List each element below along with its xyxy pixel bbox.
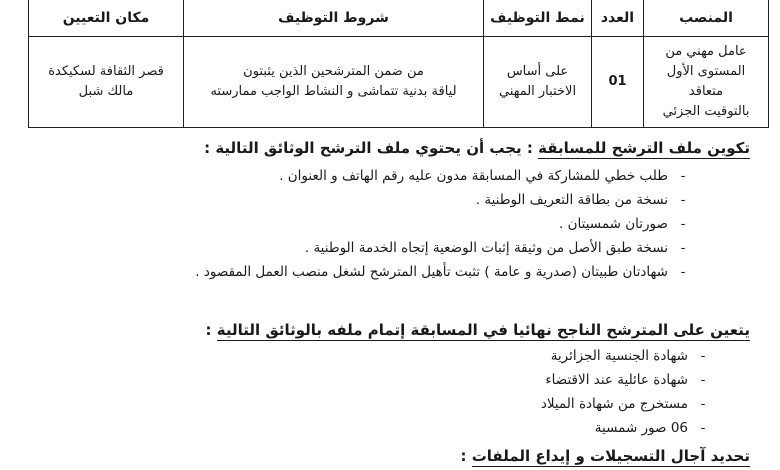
list-item: - صورتان شمسيتان .	[20, 212, 690, 236]
section-heading	[20, 320, 750, 340]
section-heading	[20, 138, 750, 158]
list-item: - 06 صور شمسية	[20, 416, 710, 440]
list-item: - مستخرج من شهادة الميلاد	[20, 392, 710, 416]
header-place: مكان التعيين	[29, 0, 184, 37]
section-application-file	[20, 138, 750, 280]
document-list	[20, 164, 690, 284]
cell-count: 01	[592, 37, 644, 128]
list-item: - شهادتان طبيتان (صدرية و عامة ) تثبت تأهيل المترشح لشغل منصب العمل المقصود .	[20, 260, 690, 284]
table-row	[29, 37, 769, 128]
section-title: تكوين ملف الترشح للمسابقة	[538, 139, 750, 157]
dash-bullet: -	[680, 240, 686, 256]
list-item: - طلب خطي للمشاركة في المسابقة مدون عليه رقم الهاتف و العنوان .	[20, 164, 690, 188]
cell-post	[644, 37, 769, 128]
section-heading	[20, 446, 750, 466]
dash-bullet: -	[700, 420, 706, 436]
place-line: مالك شبل	[78, 84, 134, 99]
section-final-file	[20, 320, 750, 436]
dash-bullet: -	[700, 348, 706, 364]
post-line: بالتوقيت الجزئي	[662, 104, 750, 119]
condition-line: من ضمن المترشحين الذين يثبتون	[243, 64, 424, 79]
table-header-row	[29, 0, 769, 37]
list-item: - شهادة الجنسية الجزائرية	[20, 344, 710, 368]
cell-place	[29, 37, 184, 128]
header-count: العدد	[592, 0, 644, 37]
list-item: - شهادة عائلية عند الاقتضاء	[20, 368, 710, 392]
cell-mode	[484, 37, 592, 128]
list-item: - نسخة طبق الأصل من وثيقة إثبات الوضعية إتجاه الخدمة الوطنية .	[20, 236, 690, 260]
post-line: عامل مهني من	[665, 44, 747, 59]
section-title-rest: : يجب أن يحتوي ملف الترشح الوثائق التالية :	[204, 139, 539, 157]
section-title: يتعين على المترشح الناجح نهائيا في المسابقة إتمام ملفه بالوثائق التالية	[216, 321, 750, 339]
dash-bullet: -	[680, 216, 686, 232]
section-deadlines	[20, 446, 750, 466]
dash-bullet: -	[680, 264, 686, 280]
dash-bullet: -	[700, 372, 706, 388]
section-title-rest: :	[460, 447, 472, 465]
condition-line: لياقة بدنية تتماشى و النشاط الواجب ممارسته	[210, 84, 457, 99]
section-title-rest: :	[205, 321, 217, 339]
mode-line: الاختبار المهني	[498, 84, 577, 99]
header-post: المنصب	[644, 0, 769, 37]
document-list	[20, 344, 710, 440]
cell-conditions	[184, 37, 484, 128]
mode-line: على أساس	[506, 64, 569, 79]
dash-bullet: -	[680, 168, 686, 184]
job-offer-table	[28, 0, 769, 128]
header-mode: نمط التوظيف	[484, 0, 592, 37]
list-item: - نسخة من بطاقة التعريف الوطنية .	[20, 188, 690, 212]
dash-bullet: -	[700, 396, 706, 412]
section-title: تحديد آجال التسجيلات و إيداع الملفات	[471, 447, 750, 465]
post-line: المستوى الأول متعاقد	[666, 64, 746, 99]
dash-bullet: -	[680, 192, 686, 208]
place-line: قصر الثقافة لسكيكدة	[48, 64, 164, 79]
header-conditions: شروط التوظيف	[184, 0, 484, 37]
